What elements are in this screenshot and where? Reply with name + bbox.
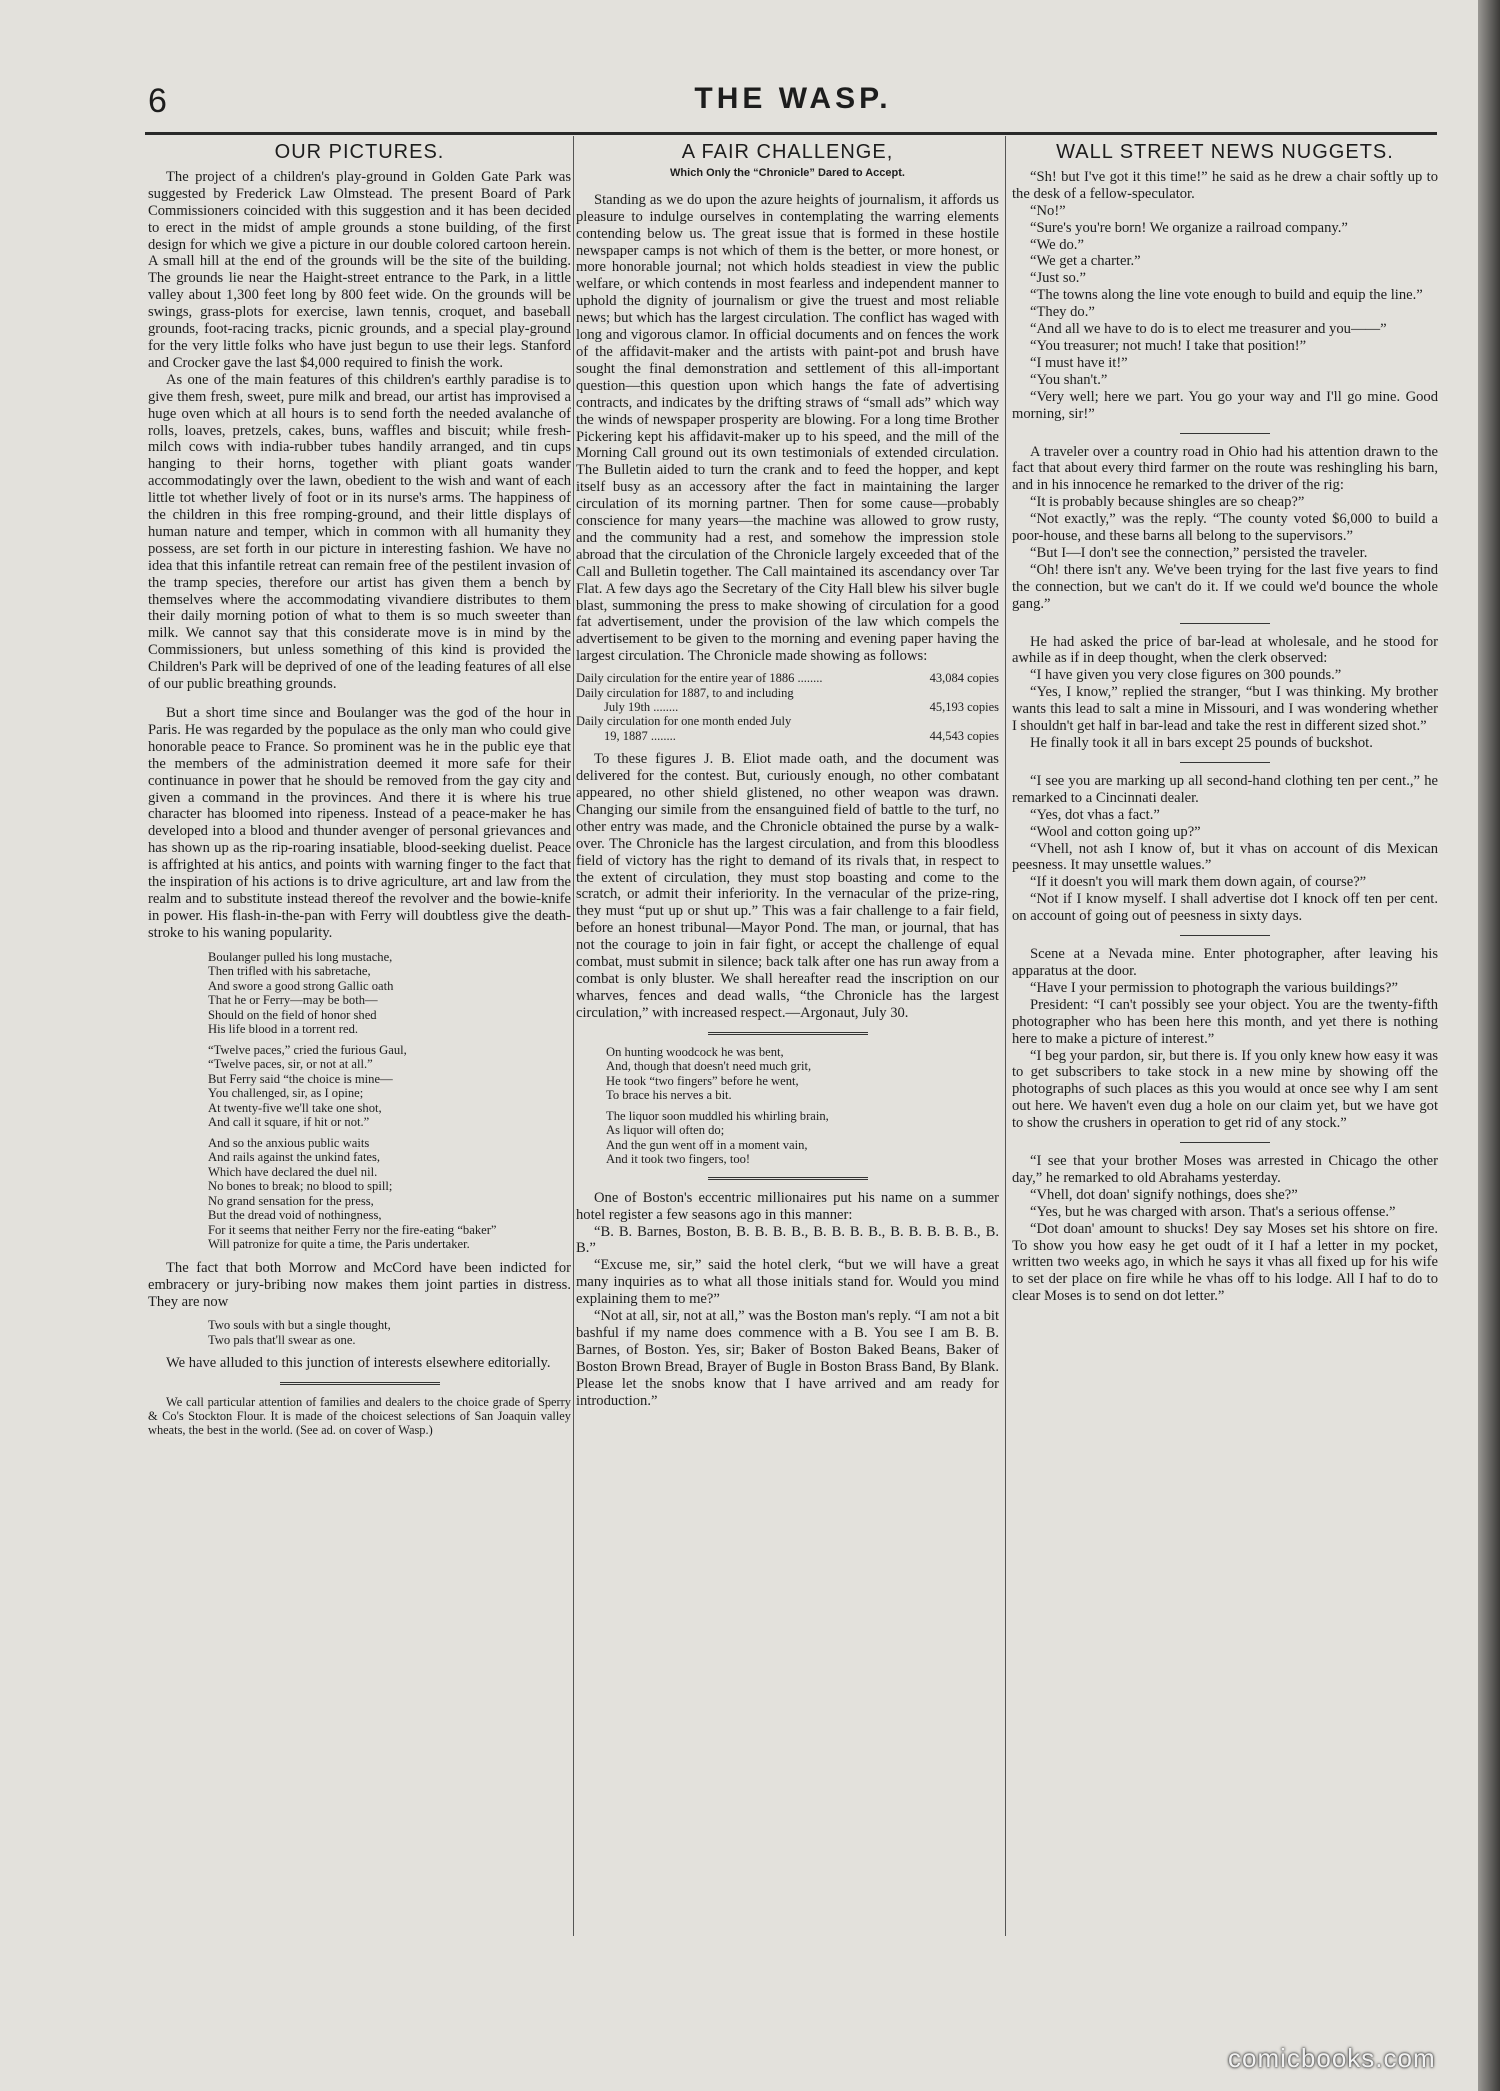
- section-divider: [1180, 762, 1270, 763]
- verse-line: At twenty-five we'll take one shot,: [208, 1100, 382, 1115]
- verse-line: Boulanger pulled his long mustache,: [208, 949, 393, 964]
- section-divider: [708, 1177, 868, 1180]
- paragraph: One of Boston's eccentric millionaires put his name on a summer hotel register a few seasons ago in this manner:: [576, 1189, 999, 1223]
- column-divider: [573, 136, 574, 1936]
- paragraph: “We get a charter.”: [1030, 253, 1141, 270]
- verse-line: To brace his nerves a bit.: [606, 1088, 732, 1103]
- paragraph: “Oh! there isn't any. We've been trying for the last five years to find the connection, but we can't do it. If we could we'd bounce the whole gang.”: [1012, 561, 1438, 612]
- paragraph: “Not at all, sir, not at all,” was the Boston man's reply. “I am not a bit bashful if my name does commence with a B. You see I am B. B. Barnes, of Boston. Yes, sir; Baker of Boston Baked Beans, Baker of Boston Brown Bread, Brayer of Bugle in Boston Brass Band, By Blank. Please let the snobs know that I have arrived and am ready for introduction.”: [576, 1308, 999, 1409]
- verse-line: You challenged, sir, as I opine;: [208, 1086, 364, 1101]
- verse-line: Should on the field of honor shed: [208, 1007, 377, 1022]
- verse-line: As liquor will often do;: [606, 1123, 725, 1138]
- paragraph: “Vhell, dot doan' signify nothings, does she?”: [1030, 1186, 1298, 1203]
- anecdote-list: [1012, 169, 1438, 1305]
- watermark-logo: comicbooks.com: [1228, 2043, 1436, 2073]
- column-divider: [1005, 136, 1006, 1936]
- verse-line: Will patronize for quite a time, the Paris undertaker.: [208, 1237, 470, 1252]
- article-heading: WALL STREET NEWS NUGGETS.: [1056, 142, 1394, 163]
- circulation-label: Daily circulation for one month ended July: [576, 714, 792, 729]
- verse-line: And it took two fingers, too!: [606, 1152, 751, 1167]
- paragraph: We have alluded to this junction of interests elsewhere editorially.: [166, 1355, 551, 1372]
- section-divider: [1180, 433, 1270, 434]
- paragraph: Standing as we do upon the azure heights of journalism, it affords us pleasure to indulge ourselves in contemplating the warring elements contending below us. The great issue that is formed in these hostile newspaper camps is not which of them is the better, or more honest, or more honorable journal; not which holds steadiest in view the public welfare, or which contends in most fearless and independent manner to uphold the dignity of journalism or give the truest and most reliable news; but which has the largest circulation. The conflict has waged with long and vigorous clamor. In official documents and on fences the work of the affidavit-maker and the artists with paint-pot and brush have sought the final demonstration and settlement of this all-important question—this question upon which hangs the fate of advertising contracts, and indicates by the drifting straws of “small ads” which way the winds of newspaper prosperity are blowing. For a long time Brother Pickering kept his affidavit-maker up to his speed, and the mill of the Morning Call ground out its own testimonials of extended circulation. The Bulletin aided to turn the crank and to feed the hopper, and kept itself busy as an accessory after the fact in maintaining the larger circulation of its morning partner. Then for some cause—probably conscience for many years—the machine was allowed to grow rusty, and the community had a rest, and somehow the impression stole abroad that the circulation of the Chronicle largely exceeded that of the Call and Bulletin together. The Call maintained its ascendancy over Tar Flat. A few days ago the Secretary of the City Hall blew his silver bugle blast, summoning the press to make showing of circulation for a good fat advertisement, under the provision of the law which compels the advertisement to be given to the morning and evening paper having the largest circulation. The Chronicle made showing as follows:: [576, 191, 999, 665]
- poem: [208, 950, 571, 1252]
- verse-line: “Twelve paces, sir, or not at all.”: [208, 1057, 373, 1072]
- verse-line: And swore a good strong Gallic oath: [208, 978, 394, 993]
- circulation-row: [576, 671, 999, 685]
- paragraph: “I have given you very close figures on 300 pounds.”: [1030, 667, 1342, 684]
- column-our-pictures: [148, 142, 571, 1942]
- paragraph: “But I—I don't see the connection,” persisted the traveler.: [1030, 544, 1368, 561]
- verse-line: For it seems that neither Ferry nor the fire-eating “baker”: [208, 1222, 497, 1237]
- verse-line: Then trifled with his sabretache,: [208, 964, 371, 979]
- flour-notice: We call particular attention of families and dealers to the choice grade of Sperry & Co's Stockton Flour. It is made of the choicest selections of San Joaquin valley wheats, the best in the world. (See ad. on cover of Wasp.): [148, 1395, 571, 1438]
- paragraph: “Sh! but I've got it this time!” he said as he drew a chair softly up to the desk of a fellow-speculator.: [1012, 168, 1438, 202]
- paper-title: THE WASP.: [694, 82, 892, 115]
- page-number: 6: [148, 82, 167, 120]
- paragraph: President: “I can't possibly see your object. You are the twenty-fifth photographer who has been here this month, and yet there is nothing here to make a picture of interest.”: [1012, 996, 1438, 1047]
- paragraph: “Dot doan' amount to shucks! Dey say Moses set his shtore on fire. To show you how easy he get oudt of it I haf a letter in my pocket, written two weeks ago, in which he says it vhas all fixed up for his wife to set der place on fire while he vhas off to his lodge. All I haf to do to clear Moses is to send on dot letter.”: [1012, 1220, 1438, 1305]
- verse-line: But Ferry said “the choice is mine—: [208, 1071, 393, 1086]
- paragraph: The project of a children's play-ground in Golden Gate Park was suggested by Frederick Law Olmstead. The present Board of Park Commissioners coincided with this suggestion and it has been decided to erect in the midst of ample grounds a stone building, of the first design for which we give a picture in our double colored cartoon herein. A small hill at the end of the grounds will be the site of the building. The grounds lie near the Haight-street entrance to the Park, in a little valley about 1,300 feet long by 800 feet wide. On the grounds will be swings, grass-plots for exercise, lawn tennis, croquet, and baseball grounds, foot-racing tracks, picnic grounds, and a special play-ground for the very little folks who have just begun to use their legs. Stanford and Crocker gave the last $4,000 required to finish the work.: [148, 168, 571, 371]
- couplet: [208, 1318, 571, 1347]
- column-fair-challenge: [576, 142, 999, 1942]
- circulation-table: [576, 671, 999, 743]
- verse-line: The liquor soon muddled his whirling brain,: [606, 1108, 829, 1123]
- verse-line: That he or Ferry—may be both—: [208, 993, 378, 1008]
- verse-line: Which have declared the duel nil.: [208, 1164, 378, 1179]
- verse-line: Two souls with but a single thought,: [208, 1318, 391, 1333]
- paragraph: To these figures J. B. Eliot made oath, and the document was delivered for the contest. But, curiously enough, no other combatant appeared, no other shield glistened, no other weapon was drawn. Changing our simile from the ensanguined field of battle to the turf, no other entry was made, and the Chronicle obtained the purse by a walk-over. The Chronicle has the largest circulation, and from this bloodless field of victory has the right to demand of its rivals that, in respect to the extent of circulation, they must stop boasting and come to the scratch, or admit their inferiority. In the vernacular of the prize-ring, they must “put up or shut up.” This was a fair challenge to a fair field, before an honest tribunal—Mayor Pond. The man, or journal, that has not the courage to join in fair fight, or accept the challenge of equal combat, must submit in silence; back talk after one has run away from a combat is only bluster. We shall hereafter read the inscription on our wharves, fences and dead walls, “the Chronicle has the largest circulation,” with increased respect.—Argonaut, July 30.: [576, 751, 999, 1021]
- paragraph: “If it doesn't you will mark them down again, of course?”: [1030, 874, 1367, 891]
- paragraph: “B. B. Barnes, Boston, B. B. B. B., B. B. B. B., B. B. B. B. B., B. B.”: [576, 1223, 999, 1257]
- paragraph: As one of the main features of this children's earthly paradise is to give them fresh, sweet, pure milk and bread, our artist has improvised a huge oven which at all hours is to send forth the needed avalanche of rolls, loaves, pretzels, cakes, buns, waffles and biscuit; while fresh-milch cows with india-rubber tubes handily arranged, and tin cups hanging to their horns, together with pliant goats wander accommodatingly over the lawn, obedient to the wish and want of each little tot whether lively of foot or in its nurse's arms. The happiness of the children in this free romping-ground, and their little displays of human nature and temper, which in common with all humanity they possess, are set forth in our picture in interesting fashion. We have no idea that this infantile retreat can remain free of the pestilent invasion of the tramp species, therefore our artist has given them a bench by themselves where the accommodating vivandiere distributes to them their daily morning potion of what to them is so much sweeter than milk. We cannot say that this considerate move is in mind by the Commissioners, but unless something of this kind is provided the Children's Park will be deprived of one of the leading features of all else of our public breathing grounds.: [148, 371, 571, 693]
- verse-line: No grand sensation for the press,: [208, 1193, 374, 1208]
- masthead: [148, 82, 1438, 122]
- poem: [606, 1045, 999, 1167]
- paragraph: The fact that both Morrow and McCord have been indicted for embracery or jury-bribing now makes them joint parties in distress. They are now: [148, 1259, 571, 1310]
- verse-line: Two pals that'll swear as one.: [208, 1332, 356, 1347]
- paragraph: “Wool and cotton going up?”: [1030, 823, 1201, 840]
- paragraph: “Have I your permission to photograph the various buildings?”: [1030, 979, 1399, 996]
- verse-line: And call it square, if hit or not.”: [208, 1115, 370, 1130]
- section-divider: [1180, 623, 1270, 624]
- circulation-label: 19, 1887 ........: [604, 728, 676, 743]
- paragraph: “I must have it!”: [1030, 354, 1128, 371]
- verse-line: On hunting woodcock he was bent,: [606, 1044, 784, 1059]
- paragraph: But a short time since and Boulanger was the god of the hour in Paris. He was regarded by the populace as the only man who could give honorable peace to France. So prominent was he in the public eye that the members of the administration deemed it more safe for their continuance in power that he should be removed from the gay city and given a command in the provinces. And there it is where his true character has bloomed into ripeness. Instead of a peace-maker he has developed into a blood and thunder avenger of personal grievances and has shown up as the rip-roaring insatiable, blood-seeking duelist. Peace is affrighted at his antics, and points with warning finger to the fact that the inspiration of his actions is to drive agriculture, art and law from the realm and to substitute instead thereof the revolver and the bowie-knife in power. His flash-in-the-pan with Ferry will doubtless give the death-stroke to his waning popularity.: [148, 705, 571, 941]
- paragraph: “Sure's you're born! We organize a railroad company.”: [1030, 219, 1348, 236]
- verse-line: His life blood in a torrent red.: [208, 1022, 359, 1037]
- paragraph: “Yes, I know,” replied the stranger, “but I was thinking. My brother wants this lead to salt a mine in Missouri, and I was wondering whether I shouldn't get half in bar-lead and take the rest in different sized shot.”: [1012, 684, 1438, 735]
- verse-line: “Twelve paces,” cried the furious Gaul,: [208, 1042, 407, 1057]
- article-heading: A FAIR CHALLENGE,: [681, 142, 894, 163]
- paragraph: “Excuse me, sir,” said the hotel clerk, “but we will have a great many inquiries as to what all those initials stand for. Would you mind explaining them to me?”: [576, 1257, 999, 1308]
- circulation-row: [576, 729, 999, 743]
- paragraph: “I see you are marking up all second-hand clothing ten per cent.,” he remarked to a Cincinnati dealer.: [1012, 772, 1438, 806]
- section-divider: [1180, 1142, 1270, 1143]
- verse-line: And the gun went off in a moment vain,: [606, 1137, 808, 1152]
- verse-line: He took “two fingers” before he went,: [606, 1073, 799, 1088]
- masthead-rule: [145, 132, 1437, 135]
- paragraph: “I see that your brother Moses was arrested in Chicago the other day,” he remarked to old Abrahams yesterday.: [1012, 1153, 1438, 1186]
- paragraph: “Very well; here we part. You go your way and I'll go mine. Good morning, sir!”: [1012, 388, 1438, 422]
- paragraph: “Yes, dot vhas a fact.”: [1030, 806, 1160, 823]
- paragraph: “Yes, but he was charged with arson. That's a serious offense.”: [1030, 1203, 1396, 1220]
- circulation-label: Daily circulation for the entire year of 1886 ........: [576, 671, 823, 686]
- circulation-row: [576, 714, 999, 728]
- paragraph: “You shan't.”: [1030, 371, 1108, 388]
- paragraph: Scene at a Nevada mine. Enter photographer, after leaving his apparatus at the door.: [1012, 946, 1438, 979]
- paragraph: “Not exactly,” was the reply. “The county voted $6,000 to build a poor-house, and these barns all belong to the supervisors.”: [1012, 511, 1438, 545]
- paragraph: “The towns along the line vote enough to build and equip the line.”: [1030, 287, 1423, 304]
- paragraph: “You treasurer; not much! I take that position!”: [1030, 337, 1307, 354]
- circulation-row: [576, 686, 999, 700]
- paragraph: “Vhell, not ash I know of, but it vhas on account of dis Mexican peesness. It may unsettle walues.”: [1012, 840, 1438, 874]
- article-subheading: Which Only the “Chronicle” Dared to Accept.: [670, 166, 905, 179]
- paragraph: “Just so.”: [1030, 270, 1086, 287]
- paragraph: A traveler over a country road in Ohio had his attention drawn to the fact that about every third farmer on the route was reshingling his barn, and in his innocence he remarked to the driver of the rig:: [1012, 443, 1438, 494]
- binding-edge: [1478, 0, 1500, 2091]
- verse-line: And so the anxious public waits: [208, 1135, 370, 1150]
- paragraph: “I beg your pardon, sir, but there is. If you only knew how easy it was to get subscribers to take stock in a new mine by showing off the photographs of such places as this you would at once see why I am sent out here. We haven't even dug a hole on our claim yet, but we have got to show the crushers in operation to get rid of any stock.”: [1012, 1047, 1438, 1132]
- article-heading: OUR PICTURES.: [274, 142, 445, 163]
- circulation-label: July 19th ........: [604, 700, 679, 714]
- paragraph: “Not if I know myself. I shall advertise dot I knock off ten per cent. on account of going out of peesness in sixty days.: [1012, 891, 1438, 925]
- verse-line: But the dread void of nothingness,: [208, 1208, 382, 1223]
- paragraph: “And all we have to do is to elect me treasurer and you——”: [1030, 321, 1387, 338]
- paragraph: He had asked the price of bar-lead at wholesale, and he stood for awhile as if in deep thought, when the clerk observed:: [1012, 633, 1438, 667]
- column-wall-street: [1012, 142, 1438, 1942]
- verse-line: And rails against the unkind fates,: [208, 1150, 381, 1165]
- paragraph: He finally took it all in bars except 25 pounds of buckshot.: [1030, 735, 1373, 751]
- section-divider: [708, 1032, 868, 1035]
- circulation-value: 43,084 copies: [929, 671, 999, 686]
- circulation-label: Daily circulation for 1887, to and including: [576, 685, 794, 700]
- verse-line: And, though that doesn't need much grit,: [606, 1059, 812, 1074]
- circulation-row: [576, 700, 999, 714]
- paragraph: “They do.”: [1030, 304, 1095, 321]
- paragraph: “No!”: [1030, 202, 1066, 219]
- paragraph: “We do.”: [1030, 236, 1084, 253]
- boston-anecdote: [576, 1190, 999, 1410]
- section-divider: [280, 1382, 440, 1385]
- circulation-value: 45,193 copies: [929, 700, 999, 714]
- section-divider: [1180, 935, 1270, 936]
- verse-line: No bones to break; no blood to spill;: [208, 1179, 393, 1194]
- circulation-value: 44,543 copies: [929, 728, 999, 743]
- paragraph: “It is probably because shingles are so cheap?”: [1030, 494, 1305, 511]
